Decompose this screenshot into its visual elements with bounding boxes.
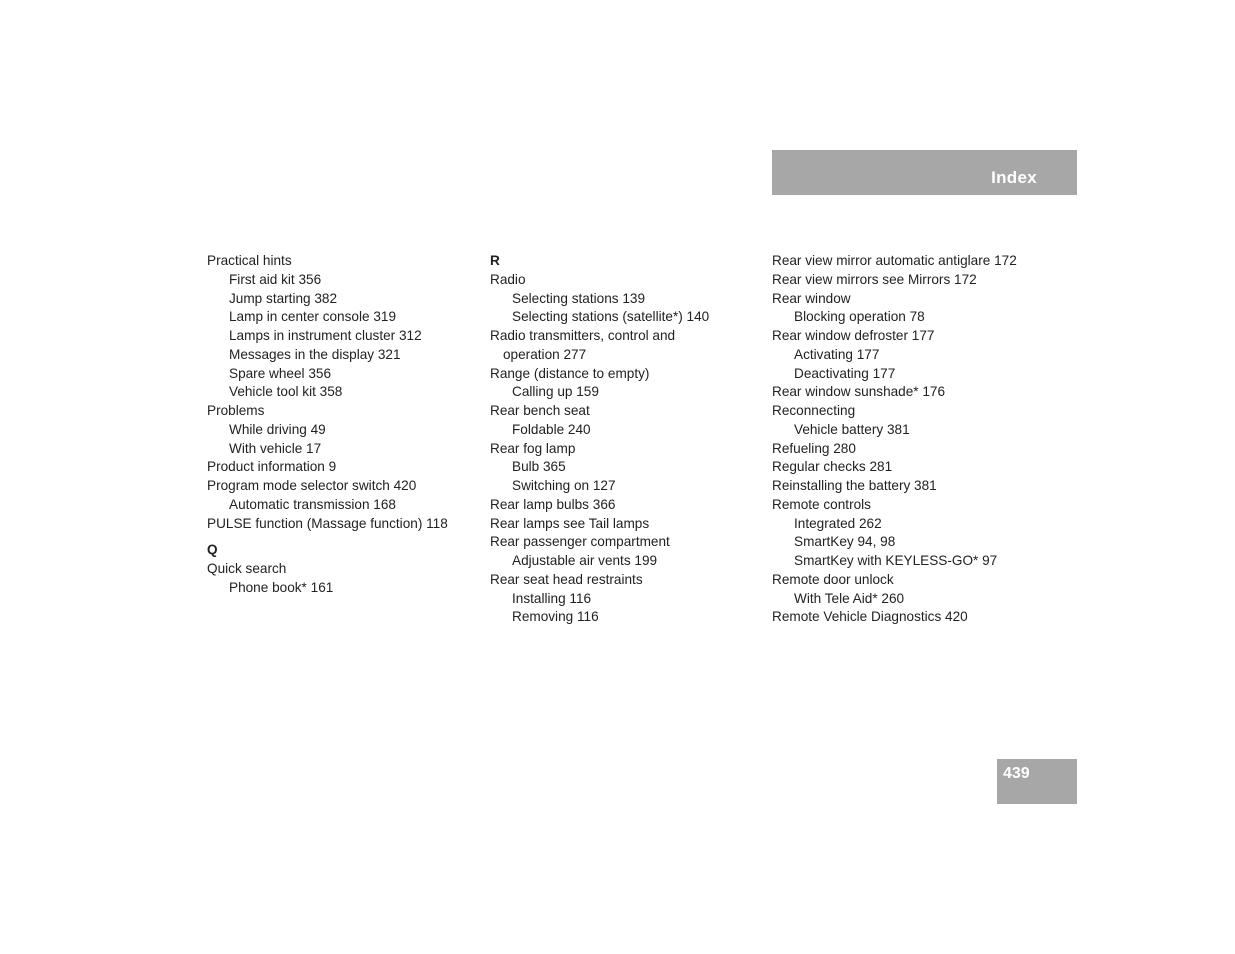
index-entry: Rear window defroster 177 [772, 328, 935, 343]
index-header-tab [772, 150, 1077, 195]
index-subentry: Messages in the display 321 [229, 346, 401, 362]
index-entry: Remote door unlock [772, 571, 894, 587]
index-subentry: Installing 116 [512, 590, 592, 606]
index-entry: Refueling 280 [772, 440, 856, 456]
index-subentry: Vehicle battery 381 [794, 421, 910, 437]
index-entry: Rear bench seat [490, 403, 590, 418]
index-entry: Practical hints [207, 253, 292, 268]
index-subentry: First aid kit 356 [229, 271, 322, 287]
index-entry: Remote controls [772, 496, 871, 512]
index-subentry: Blocking operation 78 [794, 309, 925, 325]
index-subentry: Spare wheel 356 [229, 365, 332, 381]
index-subentry: With vehicle 17 [229, 440, 322, 456]
index-subentry: Removing 116 [512, 609, 599, 625]
index-entry: Rear lamps see Tail lamps [490, 515, 650, 531]
index-entry: Rear seat head restraints [490, 571, 643, 587]
index-entry: Rear view mirrors see Mirrors 172 [772, 271, 977, 287]
index-subentry: Vehicle tool kit 358 [229, 384, 343, 400]
header-title: Index [991, 168, 1037, 187]
index-entry: Range (distance to empty) [490, 365, 650, 381]
index-subentry: Bulb 365 [512, 459, 566, 475]
index-entry: Quick search [207, 561, 287, 576]
index-entry: Rear fog lamp [490, 440, 576, 456]
index-entry: Rear passenger compartment [490, 534, 670, 550]
index-subentry: SmartKey 94, 98 [794, 534, 896, 550]
index-entry: Remote Vehicle Diagnostics 420 [772, 609, 968, 625]
index-subentry: With Tele Aid* 260 [794, 590, 905, 606]
index-subentry: Switching on 127 [512, 478, 616, 493]
index-letter-heading: R [490, 253, 500, 268]
index-subentry: Integrated 262 [794, 515, 882, 531]
index-column-3 [772, 252, 1077, 627]
index-subentry: Phone book* 161 [229, 579, 334, 595]
page-number-box [997, 759, 1077, 804]
index-subentry: Adjustable air vents 199 [512, 553, 658, 568]
index-letter-heading: Q [207, 542, 218, 558]
index-entry: Radio transmitters, control and [490, 328, 676, 343]
page-number: 439 [1003, 765, 1030, 782]
index-entry: Rear lamp bulbs 366 [490, 496, 616, 512]
index-subentry: Selecting stations (satellite*) 140 [512, 309, 710, 325]
index-subentry: Deactivating 177 [794, 365, 896, 381]
index-subentry: While driving 49 [229, 421, 326, 437]
index-entry: Problems [207, 403, 265, 418]
index-entry: Product information 9 [207, 459, 337, 475]
index-subentry: Calling up 159 [512, 384, 599, 400]
index-subentry: Lamps in instrument cluster 312 [229, 328, 422, 343]
index-subentry: Activating 177 [794, 346, 880, 362]
index-entry: Rear window [772, 290, 851, 306]
index-entry: Reinstalling the battery 381 [772, 478, 937, 493]
index-entry: Reconnecting [772, 403, 856, 418]
index-column-2 [490, 252, 765, 627]
index-subentry: SmartKey with KEYLESS-GO* 97 [794, 553, 998, 568]
index-subentry: Lamp in center console 319 [229, 309, 397, 325]
index-entry: Radio [490, 271, 526, 287]
index-entry: Program mode selector switch 420 [207, 478, 417, 493]
index-subentry: Foldable 240 [512, 421, 591, 437]
index-subentry: Automatic transmission 168 [229, 496, 396, 512]
index-entry: PULSE function (Massage function) 118 [207, 515, 448, 531]
index-entry-continuation: operation 277 [503, 346, 587, 362]
index-column-1 [207, 252, 482, 598]
index-subentry: Selecting stations 139 [512, 290, 646, 306]
index-entry: Rear view mirror automatic antiglare 172 [772, 253, 1017, 268]
index-entry: Rear window sunshade* 176 [772, 384, 946, 400]
index-subentry: Jump starting 382 [229, 290, 338, 306]
index-entry: Regular checks 281 [772, 459, 893, 475]
